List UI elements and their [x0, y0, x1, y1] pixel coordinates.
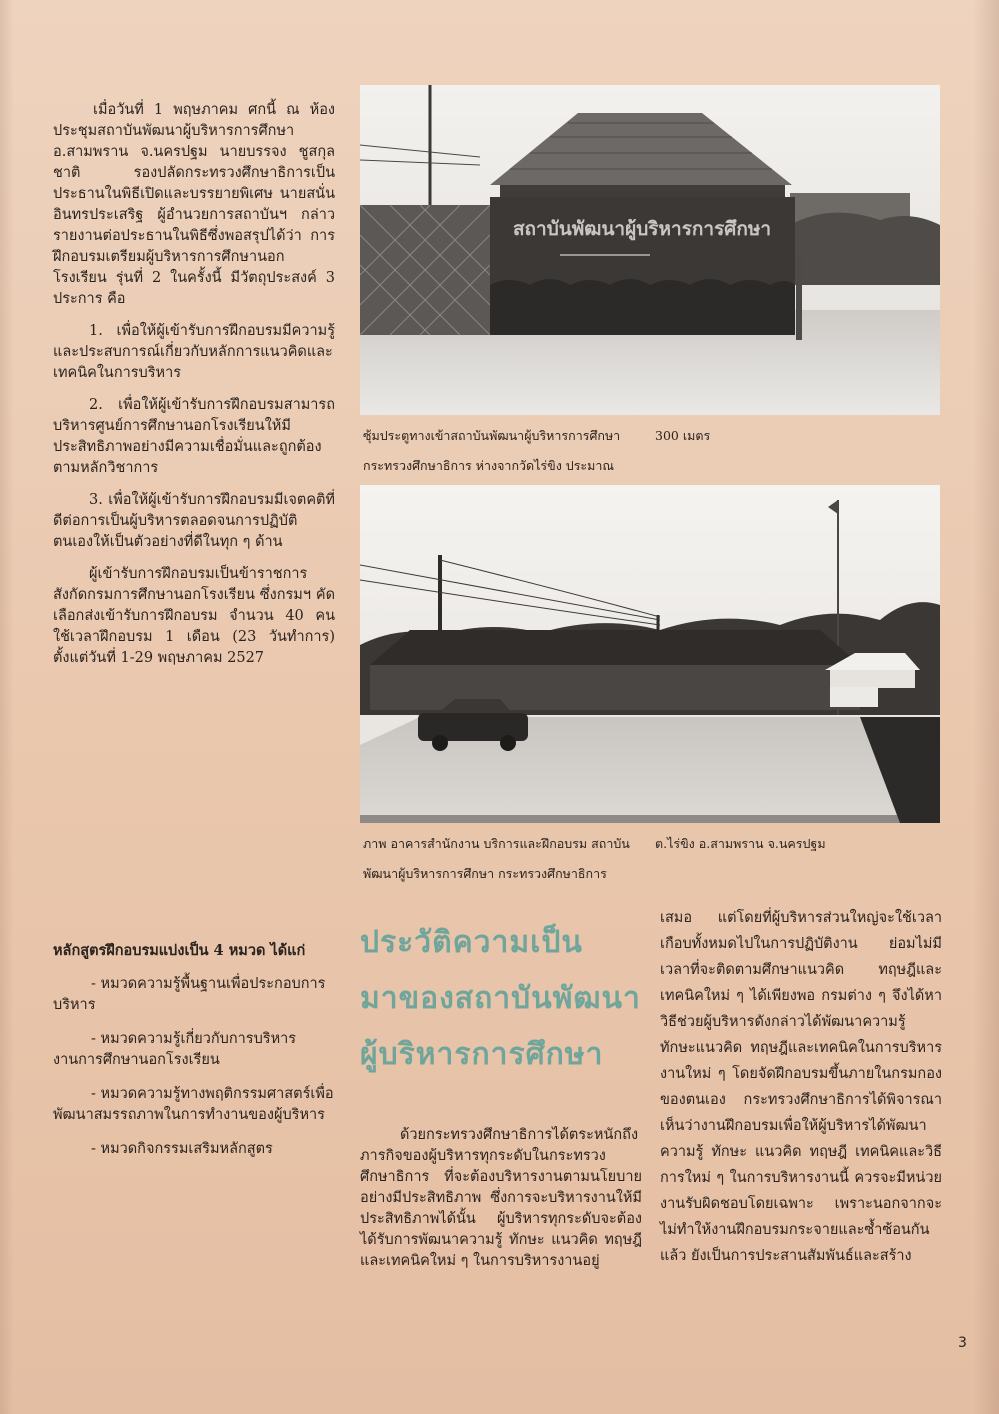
curriculum-item: - หมวดความรู้ทางพฤติกรรมศาสตร์เพื่อพัฒนาสมรรถภาพในการทำงานของผู้บริหาร	[53, 1086, 334, 1123]
intro-column	[53, 100, 335, 680]
article-body-column-2	[660, 905, 942, 1269]
curriculum-item: - หมวดความรู้เกี่ยวกับการบริหารงานการศึกษานอกโรงเรียน	[53, 1031, 297, 1068]
office-building-illustration	[360, 485, 940, 823]
participants-paragraph: ผู้เข้ารับการฝึกอบรมเป็นข้าราชการสังกัดกรมการศึกษานอกโรงเรียน ซึ่งกรมฯ คัดเลือกส่งเข้ารับการฝึกอบรม จำนวน 40 คน ใช้เวลาฝึกอบรม 1 เดือน (23 วันทำการ) ตั้งแต่วันที่ 1-29 พฤษภาคม 2527	[53, 566, 335, 666]
article-paragraph: ด้วยกระทรวงศึกษาธิการได้ตระหนักถึงภารกิจของผู้บริหารทุกระดับในกระทรวงศึกษาธิการ ที่จะต้องบริหารงานตามนโยบายอย่างมีประสิทธิภาพ ซึ่งการจะบริหารงานให้มีประสิทธิภาพได้นั้น ผู้บริหารทุกระดับจะต้องได้รับการพัฒนาความรู้ ทักษะ แนวคิด ทฤษฎีและเทคนิคใหม่ ๆ ในการบริหารงานอยู่	[360, 1127, 642, 1269]
caption-line: กระทรวงศึกษาธิการ ห่างจากวัดไร่ขิง ประมาณ	[363, 458, 614, 473]
article-title-line: ผู้บริหารการศึกษา	[360, 1037, 604, 1072]
gate-sign-text: สถาบันพัฒนาผู้บริหารการศึกษา	[512, 218, 772, 240]
page-edge-left	[0, 0, 14, 1414]
page-edge-right	[973, 0, 999, 1414]
caption-line: ภาพ อาคารสำนักงาน บริการและฝึกอบรม สถาบัน	[363, 836, 630, 851]
objective-3: 3. เพื่อให้ผู้เข้ารับการฝึกอบรมมีเจตคติที่ดีต่อการเป็นผู้บริหารตลอดจนการปฏิบัติตนเองให้เป็นตัวอย่างที่ดีในทุก ๆ ด้าน	[53, 492, 335, 550]
curriculum-heading: หลักสูตรฝึกอบรมแบ่งเป็น 4 หมวด ได้แก่	[53, 942, 306, 959]
objective-1: 1. เพื่อให้ผู้เข้ารับการฝึกอบรมมีความรู้และประสบการณ์เกี่ยวกับหลักการแนวคิดและเทคนิคในการบริหาร	[53, 323, 335, 381]
article-title-line: มาของสถาบันพัฒนา	[360, 981, 641, 1016]
entrance-gate-illustration	[360, 85, 940, 415]
caption-line: ซุ้มประตูทางเข้าสถาบันพัฒนาผู้บริหารการศึกษา	[363, 428, 621, 443]
article-body-column-1	[360, 1125, 642, 1272]
article-title-line: ประวัติความเป็น	[360, 925, 583, 960]
caption-line: ต.ไร่ขิง อ.สามพราน จ.นครปฐม	[655, 836, 826, 851]
caption-line: 300 เมตร	[655, 428, 711, 443]
curriculum-item: - หมวดความรู้พื้นฐานเพื่อประกอบการบริหาร	[53, 976, 326, 1013]
objective-2: 2. เพื่อให้ผู้เข้ารับการฝึกอบรมสามารถบริหารศูนย์การศึกษานอกโรงเรียนให้มีประสิทธิภาพอย่างมีความเชื่อมั่นและถูกต้องตามหลักวิชาการ	[53, 397, 335, 476]
entrance-gate-photo	[360, 85, 940, 415]
article-paragraph: เสมอ แต่โดยที่ผู้บริหารส่วนใหญ่จะใช้เวลาเกือบทั้งหมดไปในการปฏิบัติงาน ย่อมไม่มีเวลาที่จะติดตามศึกษาแนวคิด ทฤษฎีและเทคนิคใหม่ ๆ ได้เพียงพอ กรมต่าง ๆ จึงได้หาวิธีช่วยผู้บริหารดังกล่าวได้พัฒนาความรู้ ทักษะแนวคิด ทฤษฎีและเทคนิคในการบริหารงานใหม่ ๆ โดยจัดฝึกอบรมขึ้นภายในกรมกองของตนเอง กระทรวงศึกษาธิการได้พิจารณาเห็นว่างานฝึกอบรมเพื่อให้ผู้บริหารได้พัฒนาความรู้ ทักษะ แนวคิด ทฤษฎี เทคนิคและวิธีการใหม่ ๆ ในการบริหารงานนี้ ควรจะมีหน่วยงานรับผิดชอบโดยเฉพาะ เพราะนอกจากจะไม่ทำให้งานฝึกอบรมกระจายและซ้ำซ้อนกันแล้ว ยังเป็นการประสานสัมพันธ์และสร้าง	[660, 910, 942, 1264]
curriculum-item: - หมวดกิจกรรมเสริมหลักสูตร	[91, 1141, 273, 1157]
page-number: 3	[958, 1335, 967, 1351]
caption-line: พัฒนาผู้บริหารการศึกษา กระทรวงศึกษาธิการ	[363, 866, 607, 881]
curriculum-section	[53, 940, 335, 1173]
article-title	[360, 915, 650, 1083]
intro-paragraph: เมื่อวันที่ 1 พฤษภาคม ศกนี้ ณ ห้องประชุมสถาบันพัฒนาผู้บริหารการศึกษา อ.สามพราน จ.นครปฐม นายบรรจง ชูสกุลชาติ รองปลัดกระทรวงศึกษาธิการเป็นประธานในพิธีเปิดและบรรยายพิเศษ นายสนั่น อินทรประเสริฐ ผู้อำนวยการสถาบันฯ กล่าวรายงานต่อประธานในพิธีซึ่งพอสรุปได้ว่า การฝึกอบรมเตรียมผู้บริหารการศึกษานอกโรงเรียน รุ่นที่ 2 ในครั้งนี้ มีวัตถุประสงค์ 3 ประการ คือ	[53, 102, 335, 307]
office-building-photo	[360, 485, 940, 823]
